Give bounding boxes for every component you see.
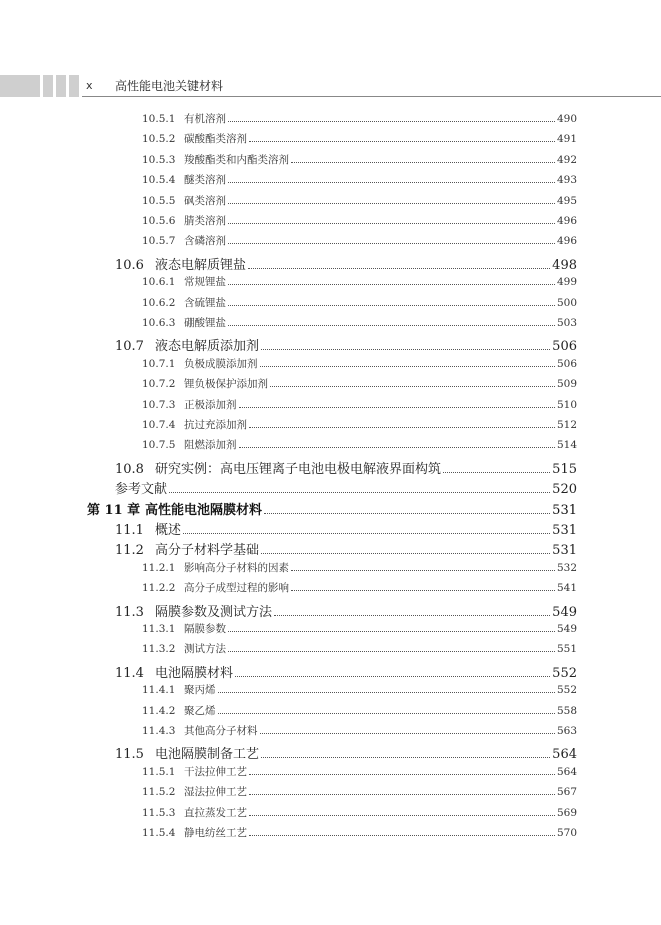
- toc-entry-number: 10.7.4: [142, 419, 176, 431]
- toc-entry: [142, 152, 577, 167]
- toc-leader-dots: [228, 305, 555, 306]
- toc-entry-number: 11.3.2: [142, 643, 176, 655]
- toc-leader-dots: [261, 349, 550, 350]
- toc-leader-dots: [228, 631, 555, 632]
- toc-entry: [142, 356, 577, 371]
- toc-leader-dots: [249, 141, 555, 142]
- toc-entry-title: 干法拉伸工艺: [184, 766, 247, 778]
- toc-entry-number: 11.5.2: [142, 786, 176, 798]
- toc-entry: [142, 437, 577, 452]
- toc-entry: [142, 621, 577, 636]
- toc-entry: [142, 682, 577, 697]
- header-stripe: [56, 75, 66, 97]
- toc-entry: [142, 723, 577, 738]
- toc-leader-dots: [228, 284, 555, 285]
- toc-entry: [142, 213, 577, 228]
- header-page-number: x: [86, 79, 93, 92]
- toc-entry-number: 10.7.5: [142, 439, 176, 451]
- toc-entry-page: 506: [552, 339, 577, 354]
- toc-entry-title: 研究实例：高电压锂离子电池电极电解液界面构筑: [155, 462, 442, 477]
- toc-entry-title: 高性能电池隔膜材料: [145, 503, 263, 518]
- toc-leader-dots: [260, 366, 555, 367]
- toc-leader-dots: [443, 472, 550, 473]
- toc-entry: [87, 499, 577, 518]
- toc-entry-page: 531: [552, 523, 577, 538]
- toc-leader-dots: [228, 121, 555, 122]
- toc-entry-number: 11.5: [115, 747, 144, 762]
- toc-entry-title: 液态电解质添加剂: [155, 339, 260, 354]
- toc-entry: [142, 417, 577, 432]
- toc-entry-page: 500: [556, 297, 577, 309]
- toc-entry-number: 11.4.3: [142, 725, 176, 737]
- toc-leader-dots: [228, 325, 555, 326]
- toc-entry: [142, 641, 577, 656]
- toc-leader-dots: [249, 815, 555, 816]
- toc-entry-page: 491: [556, 133, 577, 145]
- toc-entry-title: 负极成膜添加剂: [184, 358, 258, 370]
- toc-entry-title: 砜类溶剂: [184, 195, 226, 207]
- toc-entry-number: 11.5.1: [142, 766, 176, 778]
- header-decor-band: [0, 75, 82, 97]
- toc-entry-title: 影响高分子材料的因素: [184, 562, 289, 574]
- toc-entry-number: 10.5.3: [142, 154, 176, 166]
- toc-entry-number: 11.2.1: [142, 562, 176, 574]
- toc-entry-page: 512: [556, 419, 577, 431]
- toc-entry-title: 湿法拉伸工艺: [184, 786, 247, 798]
- toc-entry-number: 10.6.3: [142, 317, 176, 329]
- toc-entry: [142, 233, 577, 248]
- toc-entry-title: 直拉蒸发工艺: [184, 807, 247, 819]
- toc-entry-number: 11.3: [115, 605, 144, 620]
- toc-entry-title: 腈类溶剂: [184, 215, 226, 227]
- toc-entry: [142, 764, 577, 779]
- toc-entry-number: 10.7.3: [142, 399, 176, 411]
- toc-entry-title: 含磷溶剂: [184, 235, 226, 247]
- toc-entry: [115, 254, 577, 273]
- toc-entry-page: 549: [552, 605, 577, 620]
- toc-entry-page: 498: [552, 258, 577, 273]
- toc-entry: [115, 539, 577, 558]
- toc-entry-page: 499: [556, 276, 577, 288]
- toc-entry-page: 569: [556, 807, 577, 819]
- toc-entry-number: 10.6.1: [142, 276, 176, 288]
- toc-entry-title: 概述: [155, 523, 182, 538]
- toc-entry-page: 532: [556, 562, 577, 574]
- toc-entry-number: 11.4.2: [142, 705, 176, 717]
- toc-leader-dots: [235, 676, 550, 677]
- toc-entry-page: 552: [552, 666, 577, 681]
- toc-leader-dots: [249, 835, 555, 836]
- toc-entry: [142, 784, 577, 799]
- toc-entry-page: 506: [556, 358, 577, 370]
- toc-entry-page: 564: [552, 747, 577, 762]
- toc-entry-page: 515: [552, 462, 577, 477]
- toc-leader-dots: [218, 713, 555, 714]
- toc-entry: [115, 478, 577, 497]
- toc-entry-number: 11.2.2: [142, 582, 176, 594]
- toc-entry-title: 高分子成型过程的影响: [184, 582, 289, 594]
- toc-entry-number: 10.6.2: [142, 297, 176, 309]
- toc-entry-page: 549: [556, 623, 577, 635]
- toc-entry-page: 509: [556, 378, 577, 390]
- toc-entry-page: 564: [556, 766, 577, 778]
- toc-entry-title: 常规锂盐: [184, 276, 226, 288]
- toc-entry-page: 496: [556, 235, 577, 247]
- toc-entry-title: 测试方法: [184, 643, 226, 655]
- toc-entry-title: 电池隔膜制备工艺: [155, 747, 260, 762]
- header-stripe: [0, 75, 40, 97]
- toc-leader-dots: [261, 553, 550, 554]
- toc-leader-dots: [239, 447, 555, 448]
- toc-entry-number: 10.5.7: [142, 235, 176, 247]
- toc-entry-page: 496: [556, 215, 577, 227]
- toc-entry: [142, 111, 577, 126]
- toc-entry-number: 10.5.1: [142, 113, 176, 125]
- toc-entry-title: 隔膜参数及测试方法: [155, 605, 273, 620]
- toc-entry-page: 492: [556, 154, 577, 166]
- toc-entry-title: 硼酸锂盐: [184, 317, 226, 329]
- toc-entry: [115, 458, 577, 477]
- toc-entry: [142, 397, 577, 412]
- toc-entry: [115, 335, 577, 354]
- toc-leader-dots: [264, 513, 550, 514]
- toc-entry-number: 11.5.3: [142, 807, 176, 819]
- toc-entry-page: 503: [556, 317, 577, 329]
- toc-entry-title: 其他高分子材料: [184, 725, 258, 737]
- toc-entry: [142, 131, 577, 146]
- toc-entry-page: 510: [556, 399, 577, 411]
- toc-entry-number: 10.7: [115, 339, 144, 354]
- toc-entry-title: 羧酸酯类和内酯类溶剂: [184, 154, 289, 166]
- toc-leader-dots: [169, 492, 550, 493]
- toc-entry-number: 11.3.1: [142, 623, 176, 635]
- toc-entry-title: 聚乙烯: [184, 705, 216, 717]
- toc-leader-dots: [274, 615, 550, 616]
- toc-leader-dots: [218, 692, 555, 693]
- toc-entry-page: 531: [552, 503, 577, 518]
- toc-entry: [115, 601, 577, 620]
- toc-entry-title: 液态电解质锂盐: [155, 258, 247, 273]
- header-stripe: [69, 75, 79, 97]
- toc-entry-page: 570: [556, 827, 577, 839]
- header-rule: [82, 96, 661, 97]
- toc-entry-page: 552: [556, 684, 577, 696]
- toc-entry-title: 抗过充添加剂: [184, 419, 247, 431]
- toc-entry-number: 11.4: [115, 666, 144, 681]
- toc-entry: [142, 274, 577, 289]
- toc-entry-number: 10.8: [115, 462, 144, 477]
- toc-entry-title: 醚类溶剂: [184, 174, 226, 186]
- toc-entry: [142, 315, 577, 330]
- toc-entry: [142, 805, 577, 820]
- toc-entry: [142, 193, 577, 208]
- toc-entry-title: 高分子材料学基础: [155, 543, 260, 558]
- toc-entry-title: 隔膜参数: [184, 623, 226, 635]
- toc-entry: [142, 376, 577, 391]
- toc-entry-number: 10.7.1: [142, 358, 176, 370]
- toc-entry-title: 正极添加剂: [184, 399, 237, 411]
- toc-entry: [115, 662, 577, 681]
- toc-leader-dots: [291, 590, 555, 591]
- toc-entry-page: 551: [556, 643, 577, 655]
- toc-leader-dots: [270, 386, 555, 387]
- toc-entry-number: 11.5.4: [142, 827, 176, 839]
- toc-entry-number: 11.4.1: [142, 684, 176, 696]
- toc-entry-page: 514: [556, 439, 577, 451]
- toc-entry-number: 10.5.4: [142, 174, 176, 186]
- toc-entry-page: 520: [552, 482, 577, 497]
- toc-entry-page: 567: [556, 786, 577, 798]
- toc-entry-title: 锂负极保护添加剂: [184, 378, 268, 390]
- toc-leader-dots: [239, 407, 555, 408]
- toc-entry: [142, 295, 577, 310]
- toc-entry-page: 541: [556, 582, 577, 594]
- toc-entry-title: 有机溶剂: [184, 113, 226, 125]
- toc-entry-page: 563: [556, 725, 577, 737]
- toc-entry-title: 含硫锂盐: [184, 297, 226, 309]
- toc-entry-title: 聚丙烯: [184, 684, 216, 696]
- toc-entry: [142, 825, 577, 840]
- toc-leader-dots: [249, 794, 555, 795]
- toc-entry-page: 495: [556, 195, 577, 207]
- toc-entry-title: 参考文献: [115, 482, 168, 497]
- toc-entry-number: 10.7.2: [142, 378, 176, 390]
- toc-leader-dots: [228, 182, 555, 183]
- toc-entry-page: 558: [556, 705, 577, 717]
- toc-leader-dots: [291, 570, 555, 571]
- toc-leader-dots: [291, 162, 555, 163]
- toc-leader-dots: [249, 774, 555, 775]
- toc-entry-title: 碳酸酯类溶剂: [184, 133, 247, 145]
- toc-entry-number: 10.6: [115, 258, 144, 273]
- header-stripe: [43, 75, 53, 97]
- toc-leader-dots: [248, 268, 550, 269]
- toc-entry-page: 531: [552, 543, 577, 558]
- toc-entry-number: 11.2: [115, 543, 144, 558]
- toc-leader-dots: [228, 223, 555, 224]
- toc-leader-dots: [249, 427, 555, 428]
- toc-entry-title: 电池隔膜材料: [155, 666, 234, 681]
- toc-entry: [115, 743, 577, 762]
- toc-leader-dots: [228, 203, 555, 204]
- toc-entry-number: 11.1: [115, 523, 144, 538]
- toc-entry: [115, 519, 577, 538]
- toc-entry-page: 490: [556, 113, 577, 125]
- toc-entry-number: 10.5.2: [142, 133, 176, 145]
- header-book-title: 高性能电池关键材料: [115, 79, 224, 93]
- toc-entry-number: 10.5.5: [142, 195, 176, 207]
- toc-leader-dots: [228, 243, 555, 244]
- toc-entry-page: 493: [556, 174, 577, 186]
- toc-leader-dots: [228, 651, 555, 652]
- toc-entry: [142, 560, 577, 575]
- toc-leader-dots: [261, 757, 550, 758]
- toc-entry-title: 阻燃添加剂: [184, 439, 237, 451]
- toc-entry-title: 静电纺丝工艺: [184, 827, 247, 839]
- toc-entry-number: 10.5.6: [142, 215, 176, 227]
- toc-entry: [142, 172, 577, 187]
- running-header: [0, 75, 661, 97]
- toc-leader-dots: [260, 733, 555, 734]
- toc-entry: [142, 580, 577, 595]
- toc-entry-number: 第 11 章: [87, 503, 141, 518]
- toc-entry: [142, 703, 577, 718]
- toc-leader-dots: [183, 533, 550, 534]
